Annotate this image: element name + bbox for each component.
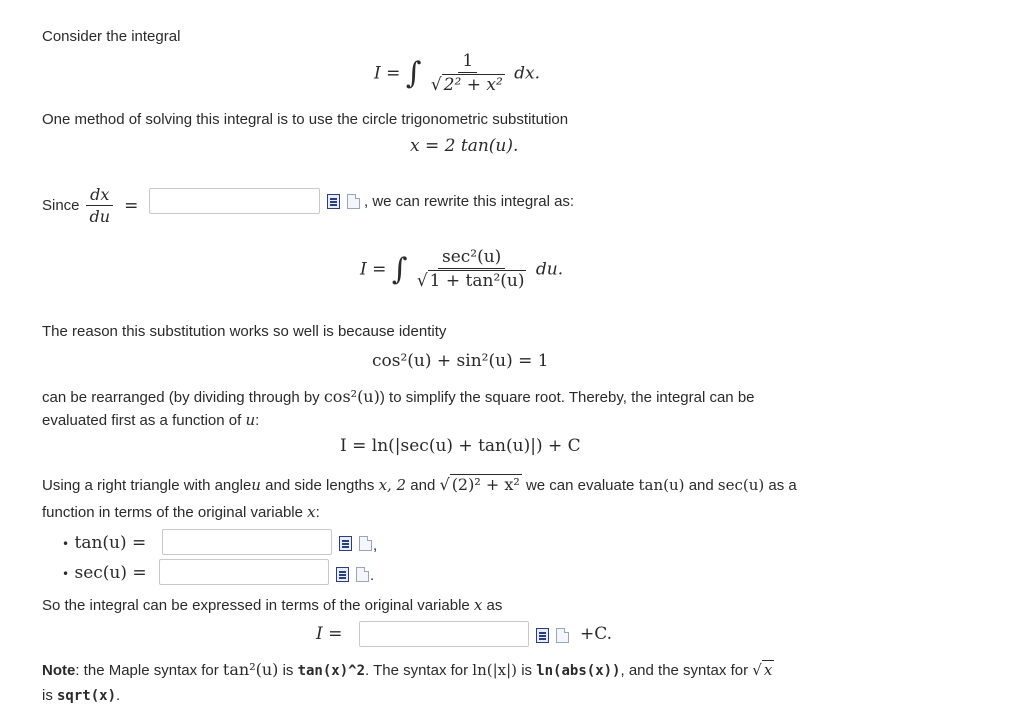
integral-1-numerator: 1 [458, 52, 477, 73]
integral-1-lhs: I = [374, 63, 401, 84]
help-icon[interactable] [356, 567, 369, 582]
method-text: One method of solving this integral is to use the circle trigonometric substitution [42, 111, 569, 128]
tan-answer-input[interactable] [162, 529, 332, 555]
integral-1-denominator: √ 2² + x² [430, 74, 503, 95]
help-icon[interactable] [347, 194, 360, 209]
preview-icon[interactable] [327, 194, 340, 209]
note-p2: is [278, 662, 298, 679]
help-icon[interactable] [359, 536, 372, 551]
identity-equation: cos²(u) + sin²(u) = 1 [372, 351, 549, 371]
integral-2-denominator: √ 1 + tan²(u) [416, 270, 525, 291]
function-terms-math: x [307, 503, 316, 521]
reason-text: The reason this substitution works so well is because identity [42, 323, 447, 340]
function-terms-pre: function in terms of the original variable [42, 504, 308, 521]
since-row [42, 186, 138, 226]
note-sqrt-radicand: x [763, 661, 773, 679]
note-p1: : the Maple syntax for [75, 662, 223, 679]
since-equals: = [124, 195, 139, 216]
integral-2 [360, 248, 563, 291]
help-icon[interactable] [556, 628, 569, 643]
note-p4: is [517, 662, 537, 679]
triangle-p5: and [684, 477, 718, 495]
evaluated-math: u [245, 411, 256, 429]
preview-icon[interactable] [536, 628, 549, 643]
triangle-sqrt: √ (2)² + x² [439, 475, 520, 494]
note-label: Note [42, 662, 76, 679]
triangle-p6: as a [764, 477, 797, 495]
so-line [42, 596, 502, 614]
bullet-tan [62, 533, 146, 553]
triangle-radicand: (2)² + x² [451, 475, 520, 494]
integral-2-fraction [413, 248, 531, 291]
since-after-text: , we can rewrite this integral as: [364, 193, 575, 210]
note-line-2 [42, 687, 120, 704]
final-tail: +C. [580, 624, 613, 644]
integral-2-radicand: 1 + tan²(u) [429, 270, 525, 291]
dx-numerator: dx [86, 186, 113, 206]
so-pre: So the integral can be expressed in terms of the original variable [42, 597, 474, 614]
note-line-1 [42, 660, 774, 679]
sec-suffix: . [370, 567, 375, 584]
sec-answer-input[interactable] [159, 559, 329, 585]
triangle-tan: tan(u) [638, 476, 685, 495]
integral-1-tail: dx. [514, 63, 541, 84]
so-math: x [473, 596, 483, 614]
dx-du-fraction [86, 186, 115, 226]
evaluated-post: : [255, 412, 260, 429]
bullet-tan-label: tan(u) = [74, 533, 147, 553]
integral-2-numerator: sec²(u) [438, 248, 505, 269]
bullet-sec-label: sec(u) = [74, 563, 147, 583]
triangle-p4: we can evaluate [521, 477, 639, 495]
integral-1-radicand: 2² + x² [443, 74, 503, 95]
function-terms-post: : [315, 504, 320, 521]
preview-icon[interactable] [336, 567, 349, 582]
triangle-line [42, 474, 797, 494]
rearranged-post: ) to simplify the square root. Thereby, the integral can be [379, 389, 755, 406]
note-m2: ln(|x|) [472, 661, 518, 679]
so-post: as [482, 597, 503, 614]
note-line2-pre: is [42, 687, 57, 704]
bullet-dot: • [62, 537, 70, 551]
evaluated-pre: evaluated first as a function of [42, 412, 246, 429]
integral-1-fraction [427, 52, 509, 95]
intro-text: Consider the integral [42, 28, 181, 45]
note-line2-post: . [116, 687, 121, 704]
dx-du-answer-input[interactable] [149, 188, 320, 214]
note-p3: . The syntax for [365, 662, 473, 679]
triangle-sides: x, 2 [378, 476, 407, 495]
preview-icon[interactable] [339, 536, 352, 551]
note-code-tan: tan(x)^2 [297, 663, 366, 679]
tan-suffix: , [373, 537, 378, 554]
final-answer-input[interactable] [359, 621, 529, 647]
evaluated-line [42, 411, 259, 429]
bullet-dot: • [62, 567, 70, 581]
triangle-p2: and side lengths [260, 477, 379, 495]
integral-2-lhs: I = [360, 259, 387, 280]
result-u-equation: I = ln(|sec(u) + tan(u)|) + C [340, 436, 581, 456]
note-p5: , and the syntax for [620, 662, 753, 679]
triangle-p1: Using a right triangle with angle [42, 477, 252, 495]
function-terms-line [42, 503, 320, 521]
integral-sign-2-icon: ∫ [391, 252, 408, 288]
bullet-sec [62, 563, 147, 583]
note-m1: tan²(u) [222, 660, 279, 679]
integral-sign-icon: ∫ [405, 56, 422, 92]
integral-1 [374, 52, 540, 95]
note-code-sqrt: sqrt(x) [57, 688, 117, 704]
integral-2-tail: du. [535, 259, 564, 280]
since-word: Since [42, 197, 80, 215]
rearranged-math: cos²(u) [323, 387, 380, 406]
rearranged-line [42, 387, 755, 406]
triangle-sec: sec(u) [717, 476, 765, 495]
rearranged-pre: can be rearranged (by dividing through by [42, 389, 324, 406]
substitution-equation: x = 2 tan(u). [410, 136, 519, 156]
du-denominator: du [89, 206, 111, 226]
triangle-p3: and [406, 477, 440, 495]
note-sqrt: √ x [752, 661, 773, 679]
triangle-u: u [251, 476, 261, 495]
final-lhs: I = [316, 624, 343, 644]
note-code-ln: ln(abs(x)) [536, 663, 621, 679]
